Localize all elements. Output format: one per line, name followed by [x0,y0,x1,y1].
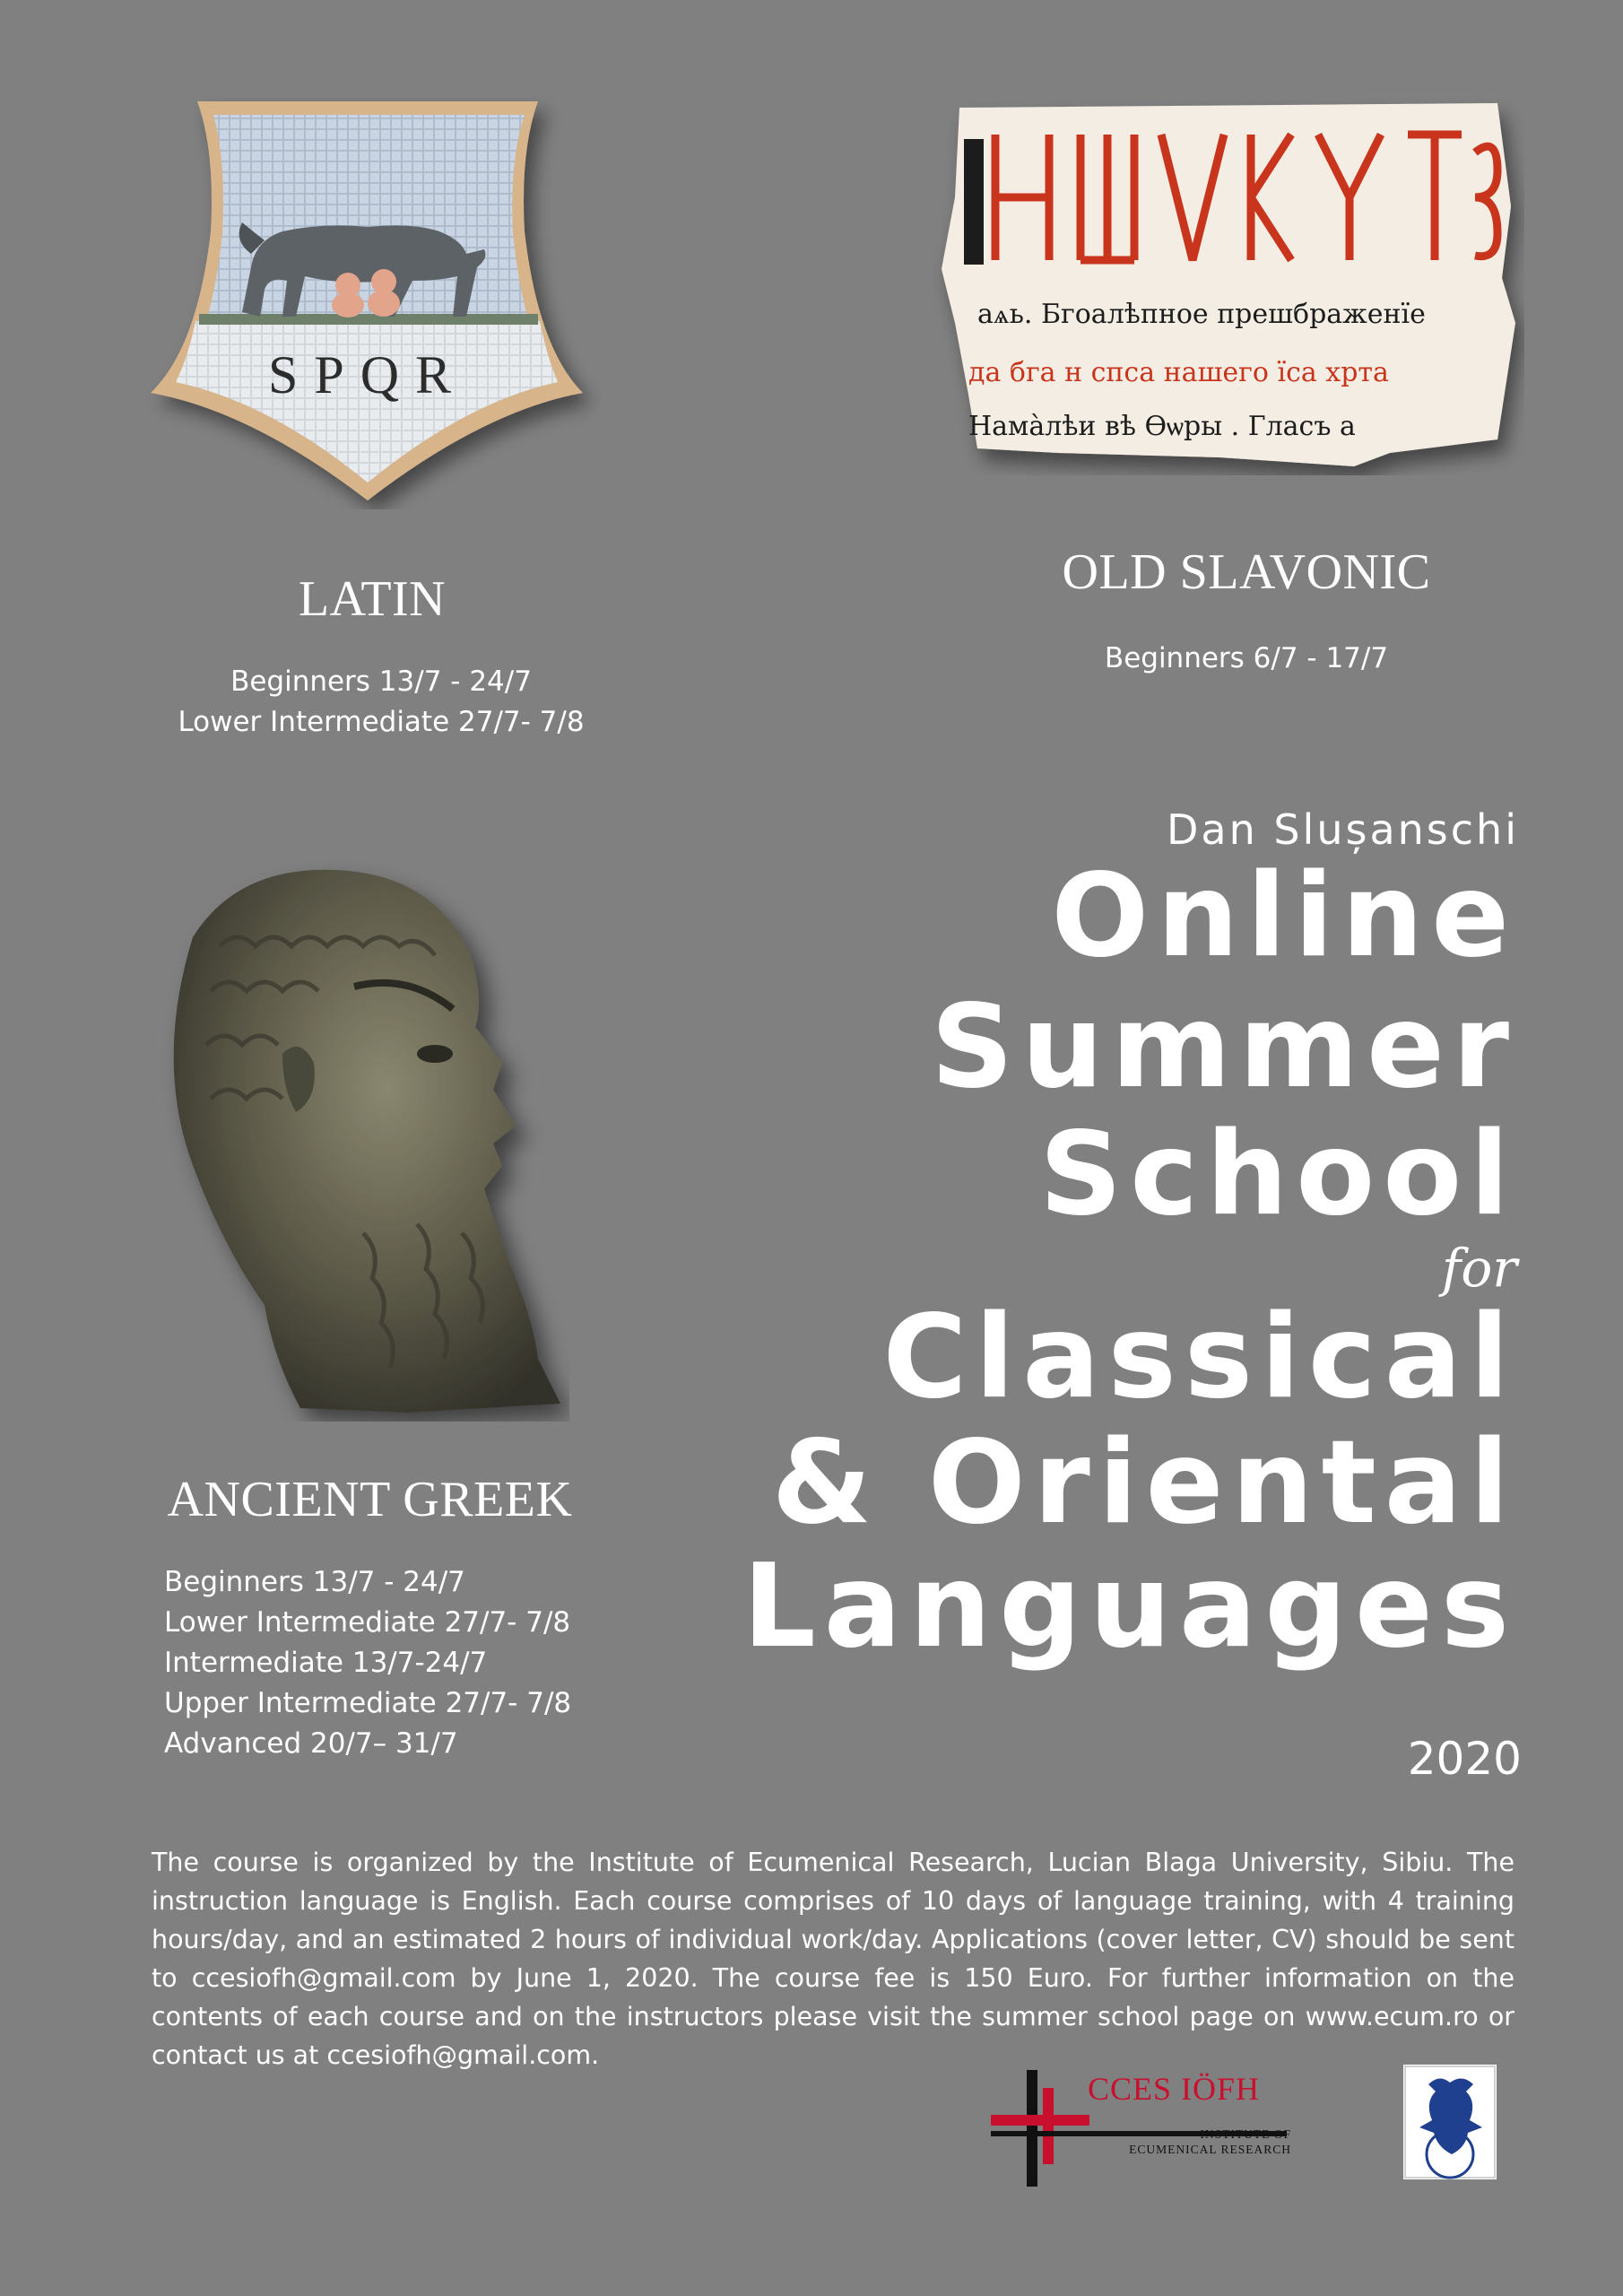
title-school: School [1039,1108,1517,1241]
old-slavonic-title: OLD SLAVONIC [1062,544,1431,600]
svg-text:да бга н спса нашего їса хрта: да бга н спса нашего їса хрта [968,357,1389,388]
title-online: Online [1051,849,1517,983]
ancient-greek-date-line: Beginners 13/7 - 24/7 [164,1566,465,1598]
ancient-greek-date-line: Intermediate 13/7-24/7 [164,1647,488,1679]
old-slavonic-date-line: Beginners 6/7 - 17/7 [1104,642,1389,674]
year: 2020 [1407,1733,1522,1785]
cces-subtitle-line: ECUMENICAL RESEARCH [1129,2143,1291,2156]
old-slavonic-dates [1063,639,1430,679]
ancient-greek-date-line: Lower Intermediate 27/7- 7/8 [164,1606,571,1639]
title-languages: Languages [742,1540,1517,1674]
latin-title: LATIN [298,571,447,627]
cces-name: CCES IÖFH [1088,2071,1261,2107]
ancient-greek-date-line: Upper Intermediate 27/7- 7/8 [164,1687,572,1719]
ancient-greek-title: ANCIENT GREEK [167,1472,573,1527]
cces-logo [991,2070,1291,2187]
dedication: Dan Slușanschi [1166,805,1519,854]
title-classical: Classical [882,1291,1517,1424]
latin-date-line: Beginners 13/7 - 24/7 [230,665,532,698]
latin-dates [175,662,587,743]
info-paragraph: The course is organized by the Institute of Ecumenical Research, Lucian Blaga University, Sibiu. The instruction language is English. Each course comprises of 10 days of language training, with 4 training hours/day, and an estimated 2 hours of individual work/day. Applications (cover letter, CV) should be sent to ccesiofh@gmail.com by June 1, 2020. The course fee is 150 Euro. For further information on the contents of each course and on the instructors please visit the summer school page on www.ecum.ro or contact us at ccesiofh@gmail.com. [152,1848,1515,2070]
title-for: for [1441,1238,1517,1299]
latin-date-line: Lower Intermediate 27/7- 7/8 [178,706,585,738]
university-logo [1403,2065,1497,2179]
title-summer: Summer [931,980,1517,1114]
ancient-greek-date-line: Advanced 20/7– 31/7 [164,1727,458,1760]
spqr-mosaic-image [143,97,601,509]
svg-text:аѧь. Бгоалѣпное прешбраженїе: аѧь. Бгоалѣпное прешбраженїе [977,299,1426,330]
svg-text:Нама̀лѣи вѣ Ѳѡры . Гласъ а: Нама̀лѣи вѣ Ѳѡры . Гласъ а [968,411,1356,442]
old-slavonic-manuscript-image [924,99,1524,475]
cces-subtitle-line: INSTITUTE OF [1200,2127,1291,2141]
spqr-label: SPQR [267,345,468,404]
ancient-greek-dates [164,1562,586,1764]
bronze-head-image [139,857,569,1422]
title-oriental: & Oriental [771,1416,1517,1550]
